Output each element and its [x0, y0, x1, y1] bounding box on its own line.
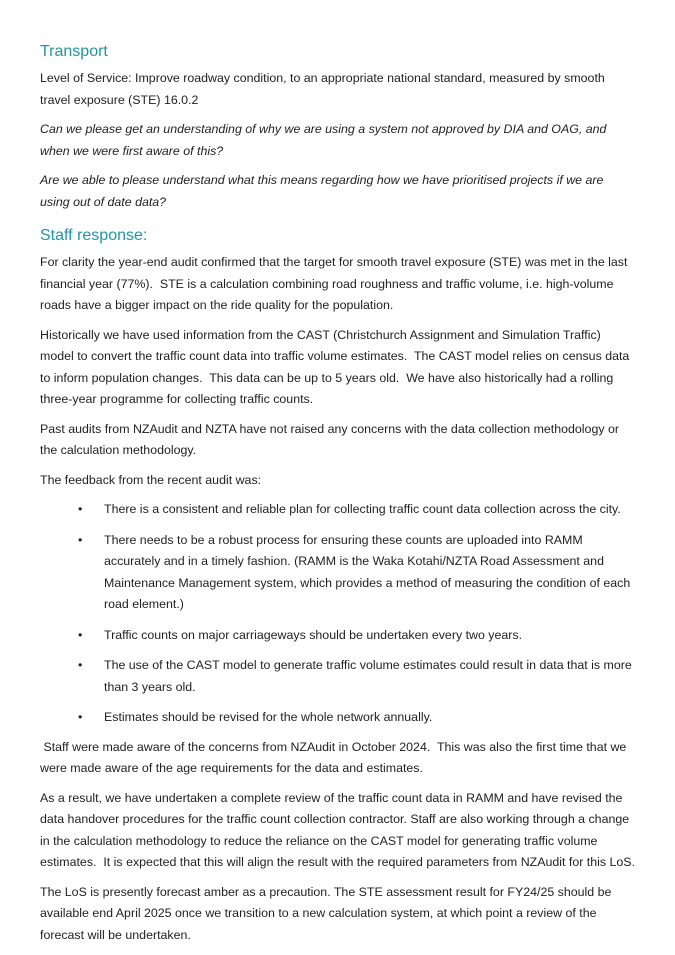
- audit-feedback-item: • The use of the CAST model to generate traffic volume estimates could result in data that is more than 3 years old.: [104, 655, 635, 698]
- closing-paragraph-awareness: Staff were made aware of the concerns from NZAudit in October 2024. This was also the first time that we were made aware of the age requirements for the data and estimates.: [40, 739, 630, 775]
- closing-paragraph-review: As a result, we have undertaken a complete review of the traffic count data in RAMM and have revised the data handover procedures for the traffic count collection contractor. Staff are also working through a change in the calculation methodology to reduce the reliance on the CAST model for generating traffic volume estimates. It is expected that this will align the result with the required parameters from NZAudit for this LoS.: [40, 790, 636, 869]
- feedback-intro-text: The feedback from the recent audit was:: [40, 472, 262, 487]
- response-paragraph-past-audits: Past audits from NZAudit and NZTA have not raised any concerns with the data collection methodology or the calculation methodology.: [40, 421, 623, 457]
- audit-feedback-item: • Estimates should be revised for the whole network annually.: [104, 707, 635, 729]
- question-2: Are we able to please understand what this means regarding how we have prioritised projects if we are using out of date data?: [40, 173, 607, 209]
- response-paragraph-cast-history: Historically we have used information from the CAST (Christchurch Assignment and Simulation Traffic) model to convert the traffic count data into traffic volume estimates. The CAST model relies on census data to inform population changes. This data can be up to 5 years old. We have also historically had a rolling three-year programme for collecting traffic counts.: [40, 327, 633, 406]
- section-heading-transport: Transport: [40, 43, 108, 60]
- question-1: Can we please get an understanding of why we are using a system not approved by DIA and OAG, and when we were first aware of this?: [40, 122, 610, 158]
- level-of-service-text: Level of Service: Improve roadway condition, to an appropriate national standard, measured by smooth travel exposure (STE) 16.0.2: [40, 71, 609, 107]
- audit-feedback-list: [40, 499, 635, 729]
- audit-feedback-item: • There is a consistent and reliable plan for collecting traffic count data collection across the city.: [104, 499, 635, 521]
- closing-paragraph-forecast: The LoS is presently forecast amber as a precaution. The STE assessment result for FY24/25 should be available end April 2025 once we transition to a new calculation system, at which point a review of the forecast will be undertaken.: [40, 884, 615, 942]
- audit-feedback-item: • There needs to be a robust process for ensuring these counts are uploaded into RAMM accurately and in a timely fashion. (RAMM is the Waka Kotahi/NZTA Road Assessment and Maintenance Management system, which provides a method of measuring the condition of each road element.): [104, 530, 635, 616]
- response-paragraph-clarity: For clarity the year-end audit confirmed that the target for smooth travel exposure (STE) was met in the last financial year (77%). STE is a calculation combining road roughness and traffic volume, i.e. high-volume roads have a bigger impact on the ride quality for the population.: [40, 255, 631, 312]
- audit-feedback-item: • Traffic counts on major carriageways should be undertaken every two years.: [104, 625, 635, 647]
- staff-response-heading: Staff response:: [40, 227, 148, 244]
